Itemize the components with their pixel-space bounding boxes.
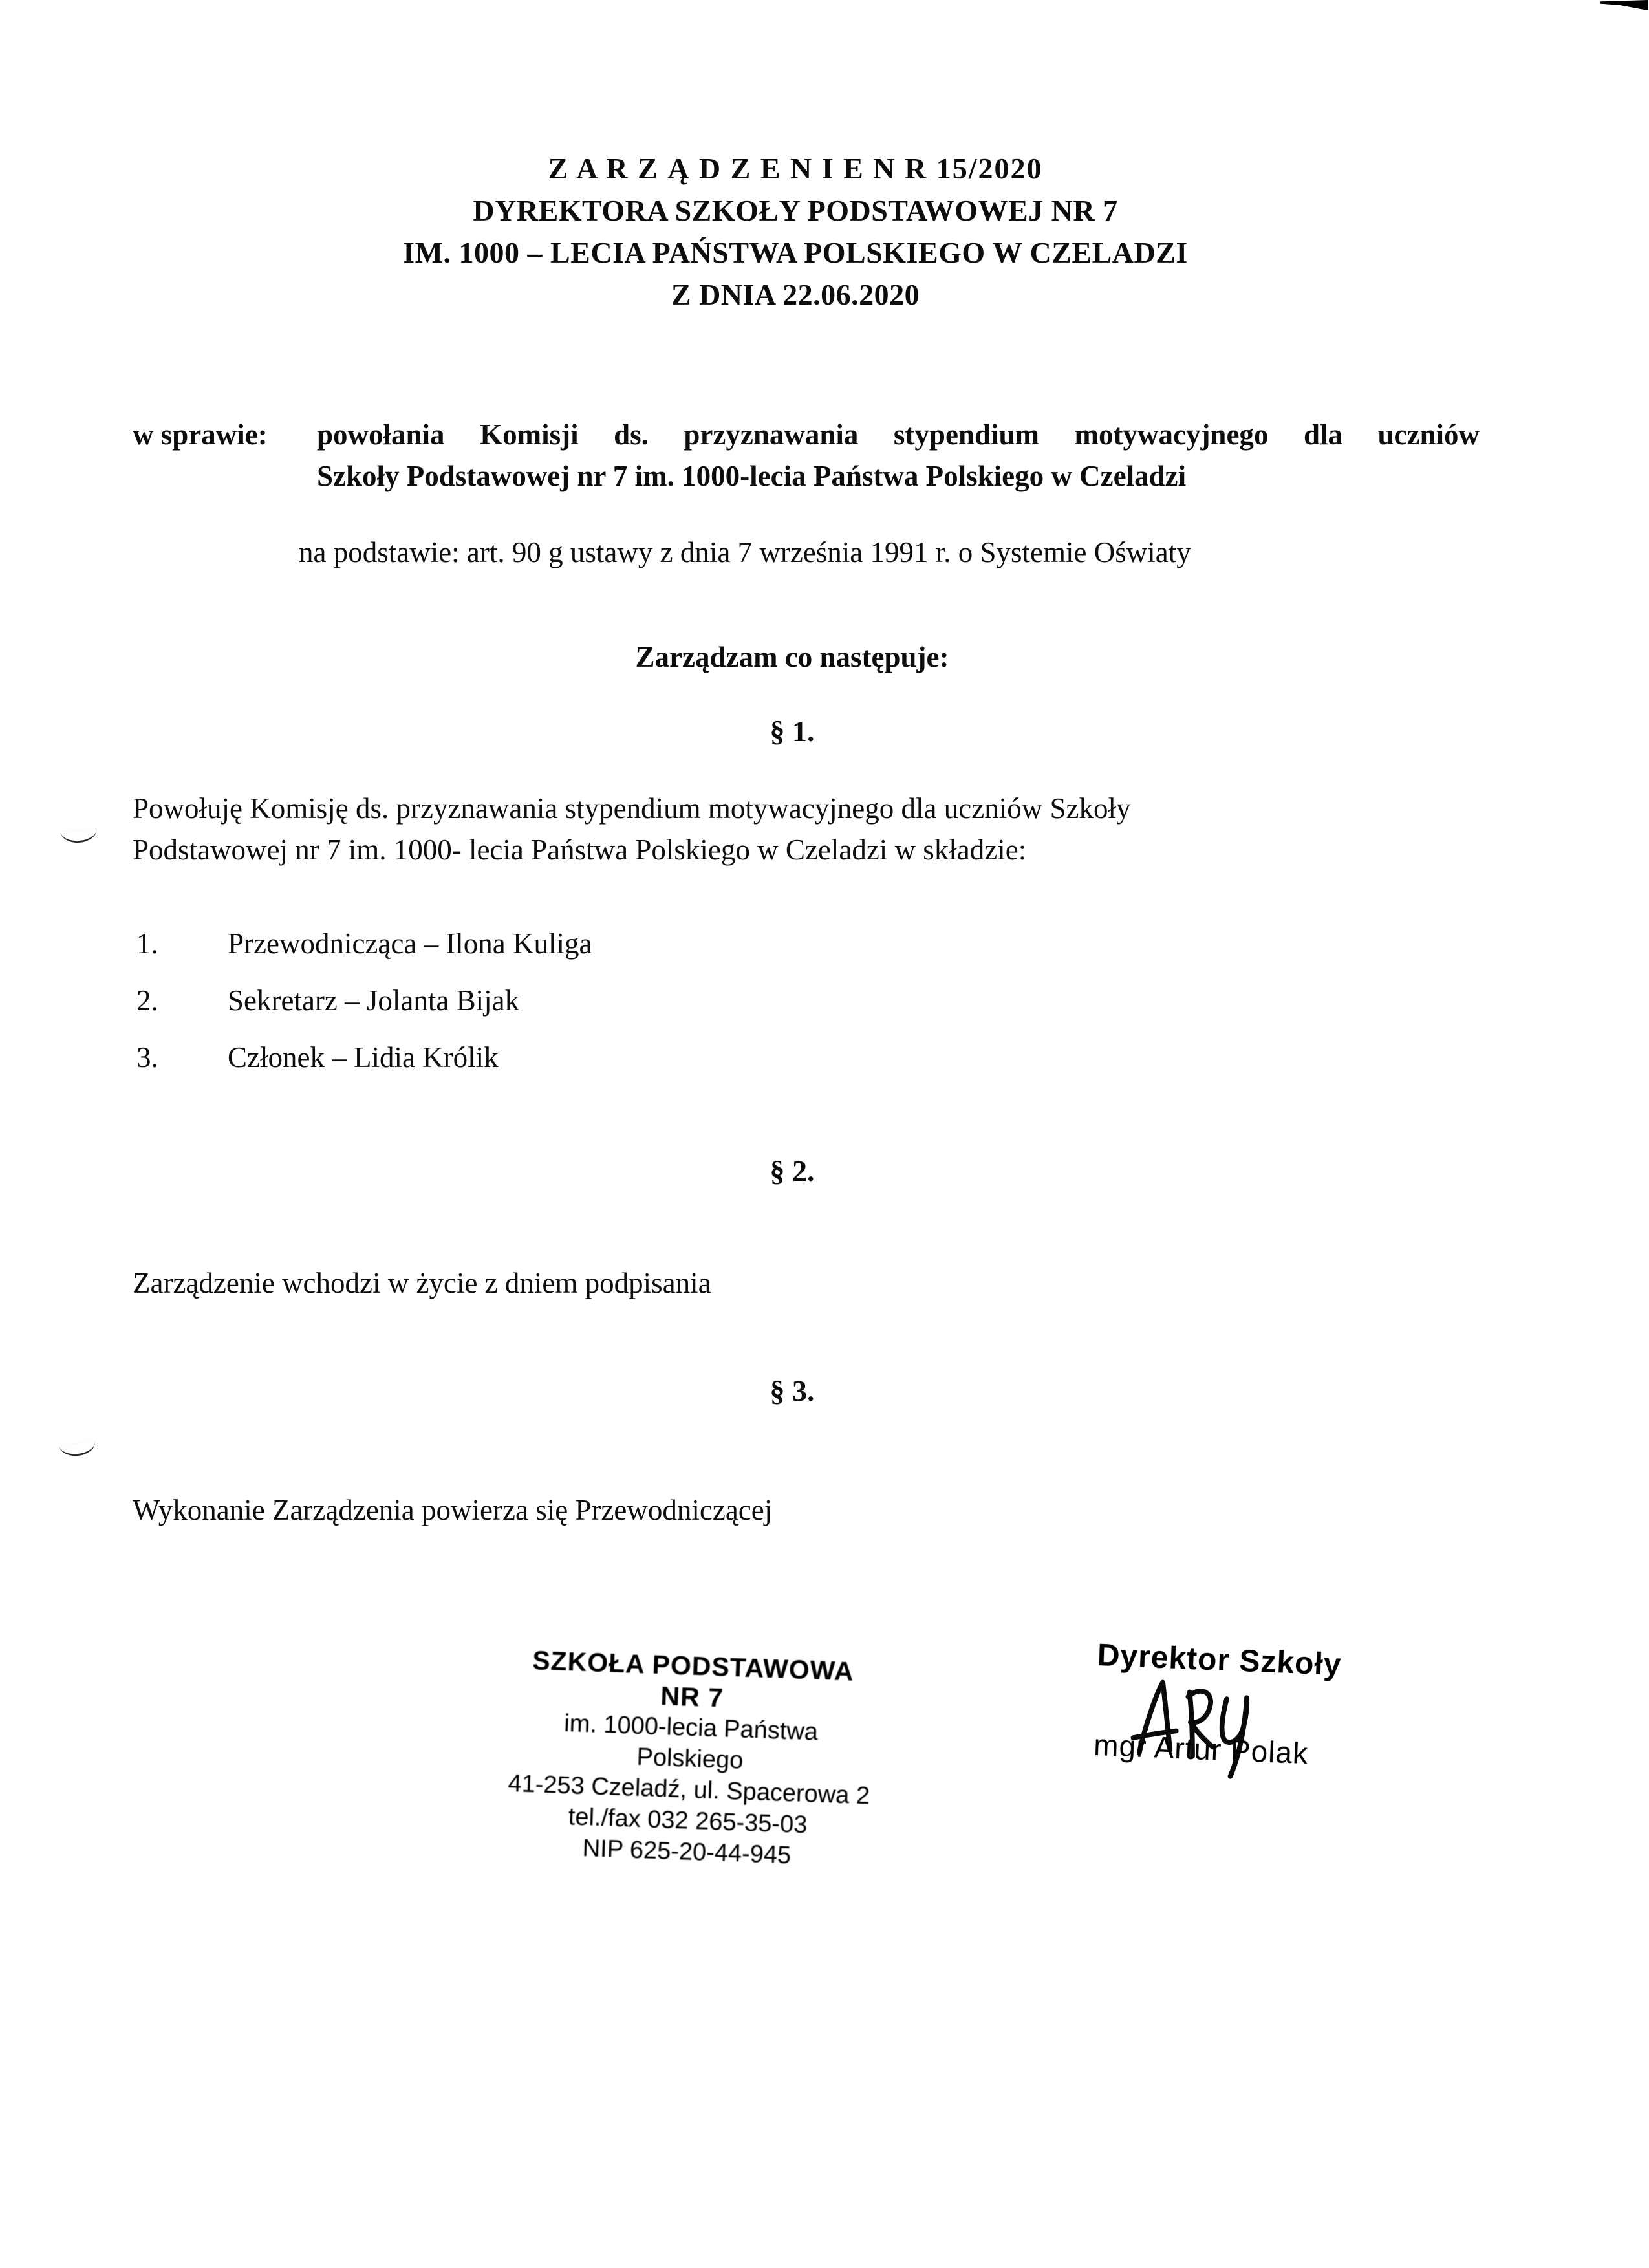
stamp-address-line: 41-253 Czeladź, ul. Spacerowa 2	[507, 1769, 870, 1810]
committee-list	[136, 923, 1487, 1094]
subject-section	[133, 414, 1480, 497]
section-1-body-line-1: Powołuję Komisję ds. przyznawania stypendium motywacyjnego dla uczniów Szkoły	[133, 792, 1131, 825]
section-1-mark: § 1.	[770, 715, 815, 748]
handwritten-margin-mark-1	[60, 829, 97, 844]
committee-item-chairwoman	[136, 923, 1487, 964]
committee-item-member	[136, 1037, 1487, 1078]
section-2-mark: § 2.	[770, 1154, 815, 1187]
legal-basis-text: na podstawie: art. 90 g ustawy z dnia 7 września 1991 r. o Systemie Oświaty	[299, 536, 1191, 568]
section-3-mark: § 3.	[770, 1374, 815, 1407]
stamp-nip-line: NIP 625-20-44-945	[582, 1834, 792, 1870]
stamp-patron-line: im. 1000-lecia Państwa Polskiego	[563, 1709, 819, 1775]
handwritten-margin-mark-2	[59, 1442, 96, 1458]
section-1-body-line-2: Podstawowej nr 7 im. 1000- lecia Państwa Polskiego w Czeladzi w składzie:	[133, 834, 1027, 866]
signature-title: Dyrektor Szkoły	[1096, 1637, 1342, 1683]
stamp-phone-line: tel./fax 032 265-35-03	[568, 1803, 808, 1839]
committee-item-text: Członek – Lidia Królik	[228, 1041, 499, 1074]
committee-item-number: 2.	[136, 984, 158, 1017]
committee-item-number: 3.	[136, 1041, 158, 1074]
committee-item-text: Przewodnicząca – Ilona Kuliga	[228, 927, 592, 960]
title-line-school-name: IM. 1000 – LECIA PAŃSTWA POLSKIEGO W CZELADZI	[403, 236, 1188, 269]
document-title	[0, 147, 1591, 316]
title-line-ordinance-number: Z A R Z Ą D Z E N I E N R 15/2020	[548, 152, 1043, 185]
subject-text	[317, 414, 1480, 497]
committee-item-secretary	[136, 980, 1487, 1021]
committee-item-text: Sekretarz – Jolanta Bijak	[228, 984, 520, 1017]
order-intro-text: Zarządzam co następuje:	[635, 641, 949, 673]
subject-label: w sprawie:	[133, 418, 268, 451]
stamp-school-name: SZKOŁA PODSTAWOWA NR 7	[532, 1645, 855, 1713]
committee-item-number: 1.	[136, 927, 158, 960]
signer-name: mgr Artur Polak	[1093, 1727, 1310, 1771]
scan-artifact-corner	[1600, 0, 1648, 10]
signature-block	[1093, 1637, 1401, 1775]
title-line-date: Z DNIA 22.06.2020	[671, 278, 920, 311]
subject-line-2: Szkoły Podstawowej nr 7 im. 1000-lecia Państwa Polskiego w Czeladzi	[317, 460, 1187, 492]
title-line-issuer: DYREKTORA SZKOŁY PODSTAWOWEJ NR 7	[473, 194, 1118, 227]
section-2-body: Zarządzenie wchodzi w życie z dniem podpisania	[133, 1267, 711, 1299]
subject-line-1: powołania Komisji ds. przyznawania stypendium motywacyjnego dla uczniów	[317, 418, 1480, 451]
section-1-body	[133, 788, 1487, 870]
school-stamp	[505, 1644, 874, 1874]
section-3-body: Wykonanie Zarządzenia powierza się Przewodniczącej	[133, 1494, 773, 1526]
